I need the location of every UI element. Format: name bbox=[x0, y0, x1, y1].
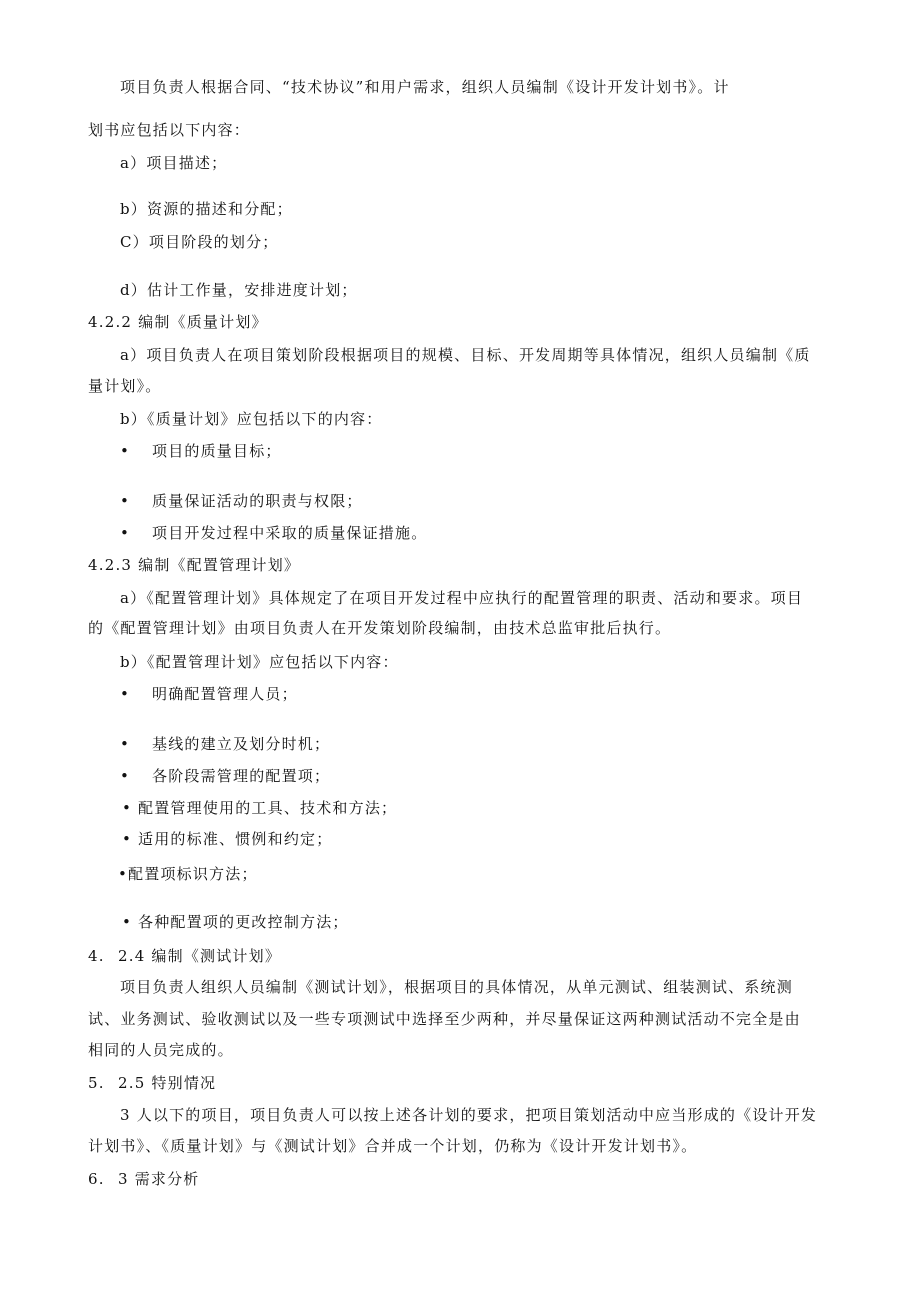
paragraph-line: 相同的人员完成的。 bbox=[88, 1041, 234, 1059]
bullet-item: 明确配置管理人员； bbox=[152, 685, 298, 703]
bullet-icon: • bbox=[120, 492, 131, 510]
bullet-item: 项目的质量目标； bbox=[152, 442, 282, 460]
paragraph-line: 项目负责人根据合同、“技术协议”和用户需求，组织人员编制《设计开发计划书》。计 bbox=[120, 78, 730, 96]
paragraph-line: b）《质量计划》应包括以下的内容： bbox=[120, 410, 383, 428]
bullet-item: 项目开发过程中采取的质量保证措施。 bbox=[152, 524, 428, 542]
bullet-item: • 配置管理使用的工具、技术和方法； bbox=[122, 799, 398, 817]
paragraph-line: b）《配置管理计划》应包括以下内容： bbox=[120, 653, 399, 671]
bullet-icon: • bbox=[120, 735, 131, 753]
paragraph-line: a）项目负责人在项目策划阶段根据项目的规模、目标、开发周期等具体情况，组织人员编制《质 bbox=[120, 346, 811, 364]
paragraph-line: 划书应包括以下内容： bbox=[88, 121, 251, 139]
paragraph-line: 计划书》、《质量计划》与《测试计划》合并成一个计划，仍称为《设计开发计划书》。 bbox=[88, 1137, 698, 1155]
paragraph-line: 的《配置管理计划》由项目负责人在开发策划阶段编制，由技术总监审批后执行。 bbox=[88, 619, 672, 637]
list-item: d）估计工作量，安排进度计划； bbox=[120, 281, 358, 299]
section-number: 5. bbox=[88, 1074, 105, 1092]
bullet-icon: • bbox=[120, 685, 131, 703]
bullet-item: •配置项标识方法； bbox=[118, 865, 258, 883]
bullet-item: • 适用的标准、惯例和约定； bbox=[122, 830, 333, 848]
bullet-item: 质量保证活动的职责与权限； bbox=[152, 492, 363, 510]
bullet-item: 基线的建立及划分时机； bbox=[152, 735, 331, 753]
bullet-item: • 各种配置项的更改控制方法； bbox=[122, 913, 349, 931]
section-heading: 4.2.2 编制《质量计划》 bbox=[88, 313, 268, 331]
paragraph-line: a）《配置管理计划》具体规定了在项目开发过程中应执行的配置管理的职责、活动和要求。项目 bbox=[120, 589, 804, 607]
list-item: a）项目描述； bbox=[120, 154, 228, 172]
list-item: C）项目阶段的划分； bbox=[120, 233, 279, 251]
bullet-icon: • bbox=[120, 442, 131, 460]
section-heading: 3 需求分析 bbox=[118, 1170, 200, 1188]
section-heading: 2.4 编制《测试计划》 bbox=[118, 947, 282, 965]
bullet-item: 各阶段需管理的配置项； bbox=[152, 767, 331, 785]
section-number: 6. bbox=[88, 1170, 105, 1188]
bullet-icon: • bbox=[120, 767, 131, 785]
section-heading: 4.2.3 编制《配置管理计划》 bbox=[88, 556, 301, 574]
list-item: b）资源的描述和分配； bbox=[120, 200, 293, 218]
paragraph-line: 项目负责人组织人员编制《测试计划》，根据项目的具体情况，从单元测试、组装测试、系统测 bbox=[120, 978, 793, 996]
section-number: 4. bbox=[88, 947, 105, 965]
paragraph-line: 试、业务测试、验收测试以及一些专项测试中选择至少两种，并尽量保证这两种测试活动不完全是由 bbox=[88, 1010, 801, 1028]
bullet-icon: • bbox=[120, 524, 131, 542]
paragraph-line: 量计划》。 bbox=[88, 377, 162, 395]
paragraph-line: 3 人以下的项目，项目负责人可以按上述各计划的要求，把项目策划活动中应当形成的《设计开发 bbox=[120, 1106, 818, 1124]
section-heading: 2.5 特别情况 bbox=[118, 1074, 217, 1092]
